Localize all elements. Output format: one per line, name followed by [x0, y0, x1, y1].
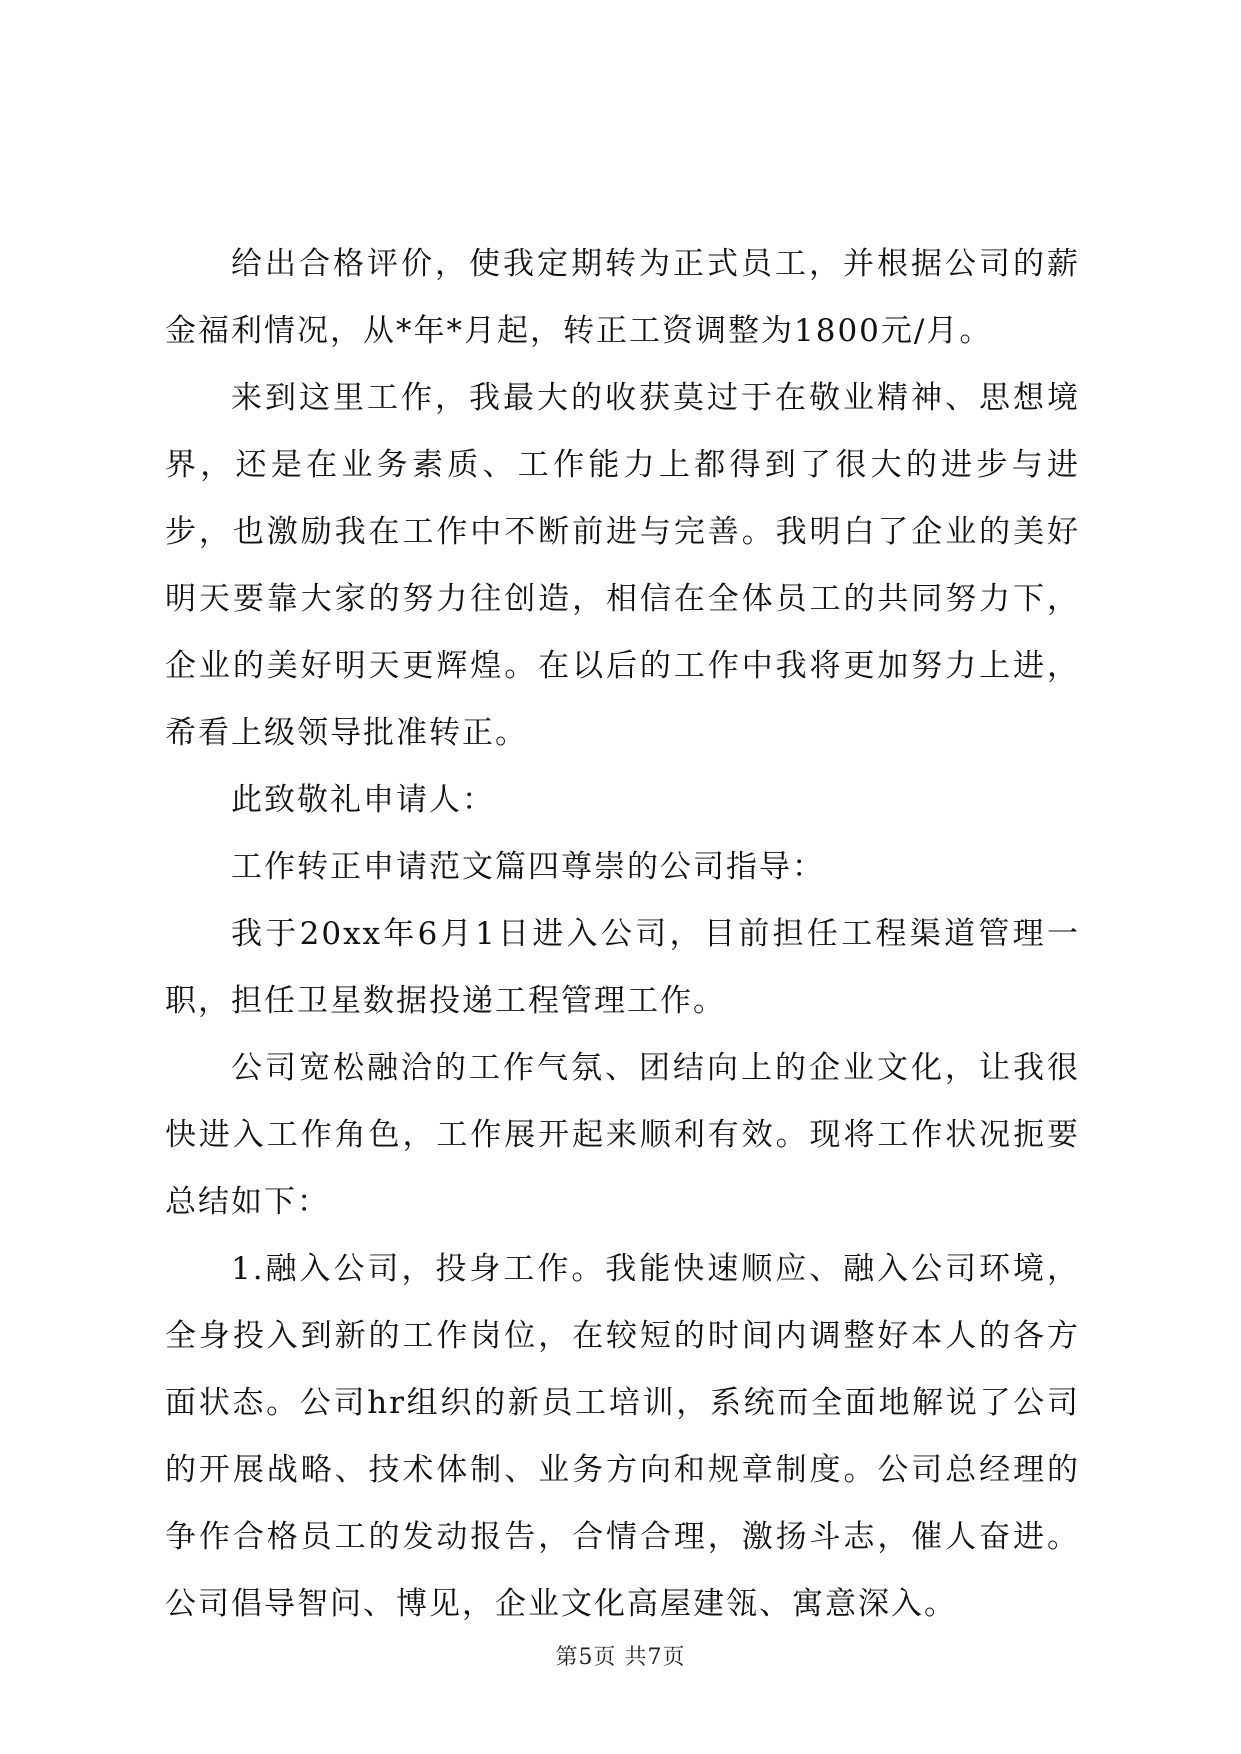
paragraph-6: 公司宽松融洽的工作气氛、团结向上的企业文化，让我很快进入工作角色，工作展开起来顺利有效。现将工作状况扼要总结如下： — [165, 1050, 1080, 1220]
paragraph-4: 工作转正申请范文篇四尊崇的公司指导： — [231, 849, 825, 885]
paragraph-2: 来到这里工作，我最大的收获莫过于在敬业精神、思想境界，还是在业务素质、工作能力上都得到了很大的进步与进步，也激励我在工作中不断前进与完善。我明白了企业的美好明天要靠大家的努力往创造，相信在全体员工的共同努力下，企业的美好明天更辉煌。在以后的工作中我将更加努力上进，希看上级领导批准转正。 — [165, 380, 1080, 751]
paragraph-1: 给出合格评价，使我定期转为正式员工，并根据公司的薪金福利情况，从*年*月起，转正工资调整为1800元/月。 — [165, 246, 1080, 349]
paragraph-3: 此致敬礼申请人： — [231, 782, 495, 818]
document-body — [165, 231, 1080, 1638]
paragraph-5: 我于20xx年6月1日进入公司，目前担任工程渠道管理一职，担任卫星数据投递工程管理工作。 — [165, 916, 1080, 1019]
page-footer: 第5页 共7页 — [555, 1645, 686, 1670]
paragraph-7: 1.融入公司，投身工作。我能快速顺应、融入公司环境，全身投入到新的工作岗位，在较短的时间内调整好本人的各方面状态。公司hr组织的新员工培训，系统而全面地解说了公司的开展战略、技术体制、业务方向和规章制度。公司总经理的争作合格员工的发动报告，合情合理，激扬斗志，催人奋进。公司倡导智问、博见，企业文化高屋建瓴、寓意深入。 — [165, 1251, 1080, 1622]
